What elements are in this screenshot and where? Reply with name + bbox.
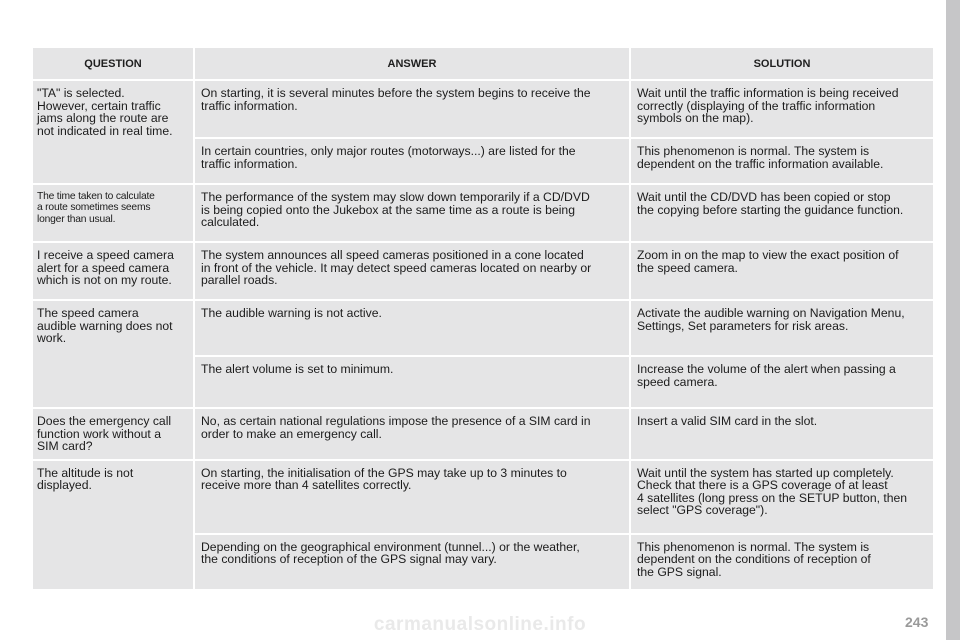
answer-header: ANSWER — [195, 48, 629, 79]
solution-cell: Wait until the system has started up completely. Check that there is a GPS coverage of at least 4 satellites (long press on the SETUP button, then select "GPS coverage"). — [631, 461, 933, 533]
question-header: QUESTION — [33, 48, 193, 79]
page-edge-strip — [946, 0, 960, 640]
question-cell: I receive a speed camera alert for a speed camera which is not on my route. — [33, 243, 193, 299]
question-cell: The time taken to calculate a route sometimes seems longer than usual. — [33, 185, 193, 241]
answer-cell: No, as certain national regulations impose the presence of a SIM card in order to make an emergency call. — [195, 409, 629, 459]
question-cell: "TA" is selected. However, certain traffic jams along the route are not indicated in real time. — [33, 81, 193, 183]
solution-cell: Wait until the CD/DVD has been copied or stop the copying before starting the guidance function. — [631, 185, 933, 241]
table-row — [33, 301, 933, 355]
answer-cell: The performance of the system may slow down temporarily if a CD/DVD is being copied onto the Jukebox at the same time as a route is being calculated. — [195, 185, 629, 241]
solution-cell: This phenomenon is normal. The system is dependent on the conditions of reception of the GPS signal. — [631, 535, 933, 589]
faq-table — [31, 46, 935, 591]
question-cell: The altitude is not displayed. — [33, 461, 193, 589]
solution-cell: Activate the audible warning on Navigation Menu, Settings, Set parameters for risk areas. — [631, 301, 933, 355]
answer-cell: On starting, the initialisation of the GPS may take up to 3 minutes to receive more than 4 satellites correctly. — [195, 461, 629, 533]
answer-cell: In certain countries, only major routes (motorways...) are listed for the traffic information. — [195, 139, 629, 183]
table-row — [33, 461, 933, 533]
solution-cell: Insert a valid SIM card in the slot. — [631, 409, 933, 459]
question-cell: The speed camera audible warning does not work. — [33, 301, 193, 407]
answer-cell: The alert volume is set to minimum. — [195, 357, 629, 407]
solution-header: SOLUTION — [631, 48, 933, 79]
solution-cell: Zoom in on the map to view the exact position of the speed camera. — [631, 243, 933, 299]
table-row — [33, 243, 933, 299]
header-row — [33, 48, 933, 79]
table-row — [33, 185, 933, 241]
page-number: 243 — [905, 614, 929, 630]
answer-cell: The system announces all speed cameras positioned in a cone located in front of the vehicle. It may detect speed cameras located on nearby or parallel roads. — [195, 243, 629, 299]
solution-cell: Increase the volume of the alert when passing a speed camera. — [631, 357, 933, 407]
table-row — [33, 81, 933, 137]
table-row — [33, 409, 933, 459]
solution-cell: Wait until the traffic information is being received correctly (displaying of the traffic information symbols on the map). — [631, 81, 933, 137]
answer-cell: Depending on the geographical environment (tunnel...) or the weather, the conditions of reception of the GPS signal may vary. — [195, 535, 629, 589]
solution-cell: This phenomenon is normal. The system is dependent on the traffic information available. — [631, 139, 933, 183]
answer-cell: The audible warning is not active. — [195, 301, 629, 355]
question-cell: Does the emergency call function work without a SIM card? — [33, 409, 193, 459]
watermark: carmanualsonline.info — [373, 614, 587, 635]
answer-cell: On starting, it is several minutes before the system begins to receive the traffic information. — [195, 81, 629, 137]
